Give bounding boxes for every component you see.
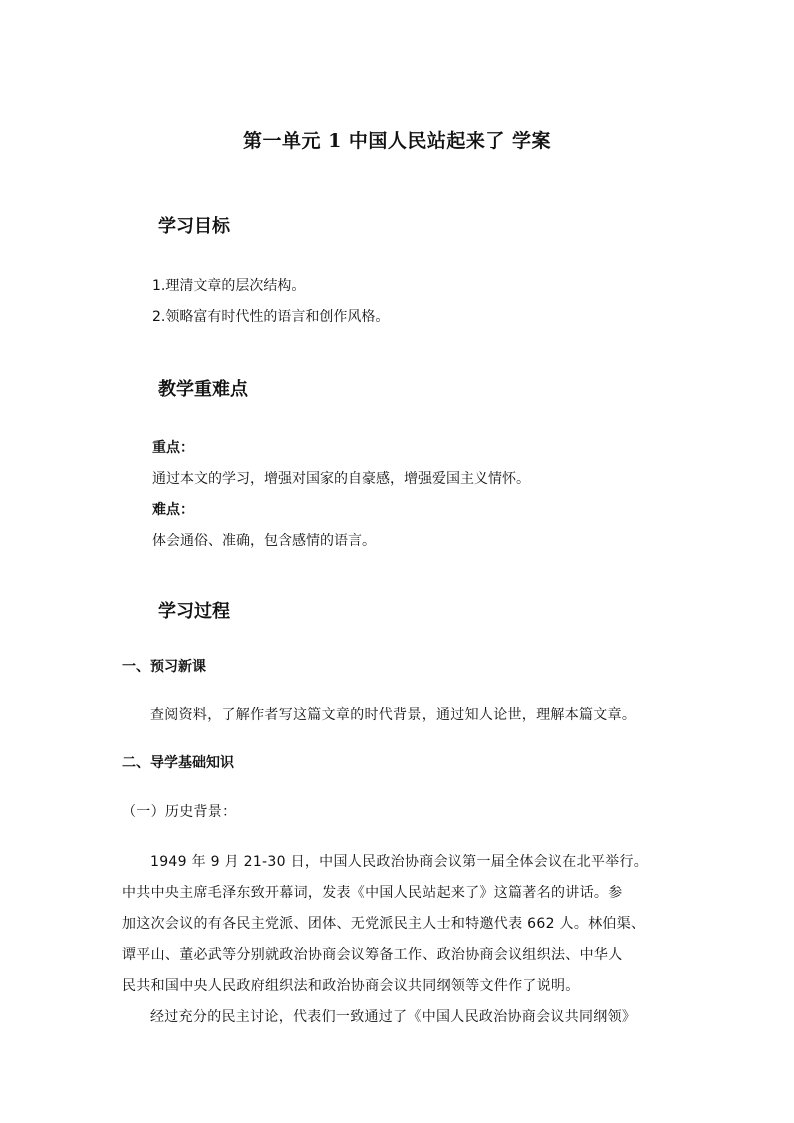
part2-heading: 二、导学基础知识 <box>122 755 234 771</box>
background-last-line: 经过充分的民主讨论，代表们一致通过了《中国人民政治协商会议共同纲领》 <box>150 1009 637 1025</box>
document-title: 第一单元 1 中国人民站起来了 学案 <box>242 130 552 152</box>
difficulty-text: 体会通俗、准确，包含感情的语言。 <box>152 533 376 549</box>
objective-item-2: 2.领略富有时代性的语言和创作风格。 <box>152 309 390 325</box>
part1-heading: 一、预习新课 <box>122 659 206 675</box>
focus-text: 通过本文的学习，增强对国家的自豪感，增强爱国主义情怀。 <box>152 471 530 487</box>
sub1-heading: （一）历史背景： <box>122 804 237 820</box>
difficulty-label: 难点： <box>152 502 194 518</box>
objectives-heading: 学习目标 <box>158 216 230 237</box>
process-heading: 学习过程 <box>158 601 230 622</box>
background-line-4: 谭平山、董必武等分别就政治协商会议筹备工作、政治协商会议组织法、中华人 <box>122 947 623 963</box>
background-line-1: 1949 年 9 月 21-30 日，中国人民政治协商会议第一届全体会议在北平举行。 <box>150 854 649 870</box>
background-line-5: 民共和国中央人民政府组织法和政治协商会议共同纲领等文件作了说明。 <box>122 978 580 994</box>
objective-item-1: 1.理清文章的层次结构。 <box>152 278 306 294</box>
background-line-2: 中共中央主席毛泽东致开幕词，发表《中国人民站起来了》这篇著名的讲话。参 <box>122 885 623 901</box>
key-points-heading: 教学重难点 <box>158 379 248 400</box>
focus-label: 重点： <box>152 440 194 456</box>
background-line-3: 加这次会议的有各民主党派、团体、无党派民主人士和特邀代表 662 人。林伯渠、 <box>122 916 646 932</box>
part1-text: 查阅资料，了解作者写这篇文章的时代背景，通过知人论世，理解本篇文章。 <box>150 707 637 723</box>
